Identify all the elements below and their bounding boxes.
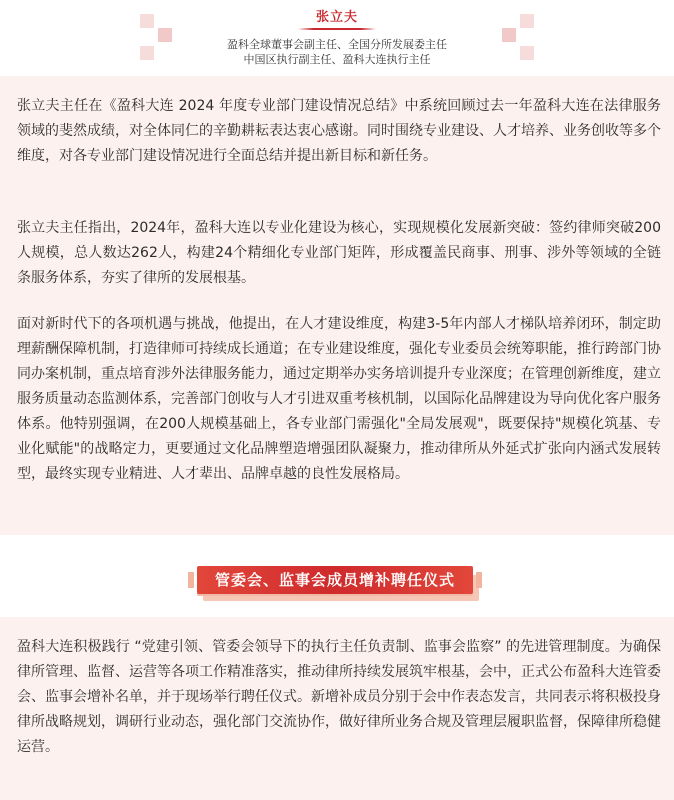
paragraph-achievements: 张立夫主任指出，2024年，盈科大连以专业化建设为核心，实现规模化发展新突破：签约律师突破200人规模，总人数达262人，构建24个精细化专业部门矩阵，形成覆盖民商事、刑事、涉外等领域的全链条服务体系，夯实了律所的发展根基。 [17,220,661,286]
speaker-header [0,0,674,76]
speaker-title-line-1: 盈科全球董事会副主任、全国分所发展委主任 [227,38,447,51]
speaker-name: 张立夫 [312,6,362,28]
paragraph-summary: 张立夫主任在《盈科大连 2024 年度专业部门建设情况总结》中系统回顾过去一年盈科大连在法律服务领域的斐然成绩，对全体同仁的辛勤耕耘表达衷心感谢。同时围绕专业建设、人才培养、业务创收等多个维度，对各专业部门建设情况进行全面总结并提出新目标和新任务。 [17,98,661,164]
speaker-title-line-2: 中国区执行副主任、盈科大连执行主任 [243,53,431,66]
speech-summary-section [0,76,674,535]
paragraph-plans: 面对新时代下的各项机遇与挑战，他提出，在人才建设维度，构建3-5年内部人才梯队培养闭环，制定助理薪酬保障机制，打造律师可持续成长通道；在专业建设维度，强化专业委员会统筹职能，推行跨部门协同办案机制，重点培育涉外法律服务能力，通过定期举办实务培训提升专业深度；在管理创新维度，建立服务质量动态监测体系，完善部门创收与人才引进双重考核机制，以国际化品牌建设为导向优化客户服务体系。他特别强调，在200人规模基础上，各专业部门需强化"全局发展观"，既要保持"规模化筑基、专业化赋能"的战略定力，更要通过文化品牌塑造增强团队凝聚力，推动律所从外延式扩张向内涵式发展转型，最终实现专业精进、人才辈出、品牌卓越的良性发展格局。 [17,316,661,482]
appointment-section [0,617,674,800]
section-banner: 管委会、监事会成员增补聘任仪式 [197,566,473,594]
paragraph-appointment: 盈科大连积极践行 “党建引领、管委会领导下的执行主任负责制、监事会监察” 的先进管理制度。为确保律所管理、监督、运营等各项工作精准落实，推动律所持续发展筑牢根基，会中，正式公布盈科大连管委会、监事会增补名单，并于现场举行聘任仪式。新增补成员分别于会中作表态发言，共同表示将积极投身律所战略规划，调研行业动态，强化部门交流协作，做好律所业务合规及管理层履职监督，保障律所稳健运营。 [17,639,661,755]
